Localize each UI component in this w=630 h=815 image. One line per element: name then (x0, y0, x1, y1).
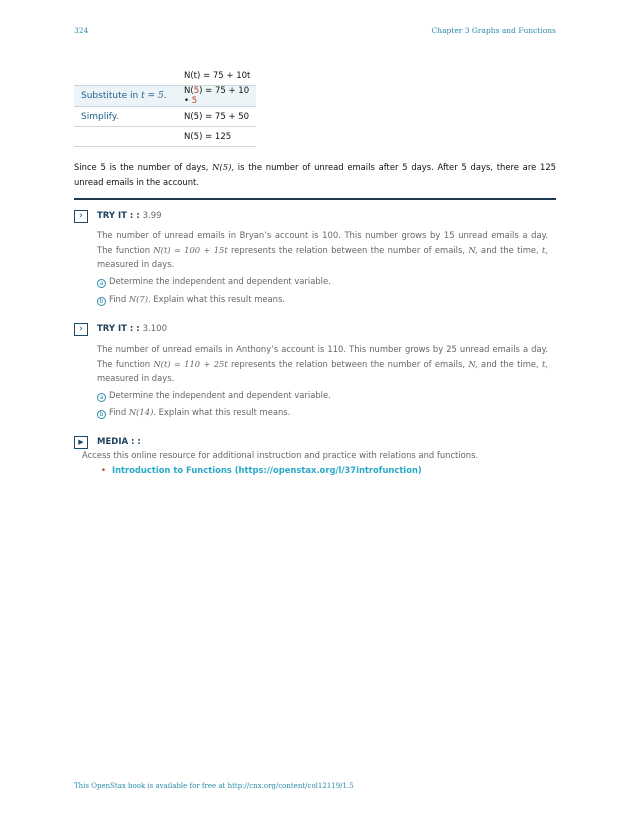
body-text: measured in days. (97, 373, 175, 383)
question-text: Find (109, 407, 129, 417)
label-math: t = 5. (141, 91, 167, 101)
variable-n: N, (468, 244, 478, 255)
function-math: N(t) = 100 + 15t (153, 244, 228, 255)
step-equation (177, 66, 256, 86)
circle-a-icon: a (97, 393, 106, 402)
play-icon: ▶ (74, 436, 88, 449)
body-text: The number of unread emails in Bryan’s account is 100. This number grows by 15 unread emails a day. The function (97, 230, 548, 255)
circle-a-icon: a (97, 279, 106, 288)
step-label (74, 86, 177, 107)
substituted-value: 5 (191, 96, 198, 106)
media-link-item[interactable] (101, 465, 422, 475)
table-row (74, 66, 256, 86)
step-equation (177, 86, 256, 107)
variable-n: N, (468, 358, 478, 369)
example-steps-table (74, 66, 256, 147)
equation-text: N( (184, 86, 194, 96)
bullet-icon: • (101, 465, 106, 475)
page-number: 324 (74, 26, 89, 35)
step-equation: N(5) = 125 (177, 127, 256, 147)
body-text: represents the relation between the number of emails, (227, 244, 469, 255)
circle-b-icon: b (97, 410, 106, 419)
try-it-number: 3.100 (142, 324, 167, 334)
step-equation: N(5) = 75 + 50 (177, 107, 256, 127)
label-text: Substitute in (81, 91, 142, 101)
substituted-value: 5 (193, 86, 200, 96)
try-it-body (97, 342, 548, 386)
try-it-label: TRY IT : : (97, 211, 143, 221)
question-text: Find (109, 294, 129, 304)
equation-text: ) = 75 + 10 • (184, 86, 250, 106)
table-row (74, 107, 256, 127)
footer-note: This OpenStax book is available for free at http://cnx.org/content/col12119/1.5 (74, 782, 354, 790)
question-math: N(14). (128, 407, 157, 417)
equation-text: N(t) = 75 + 10t (184, 70, 251, 81)
try-it-number: 3.99 (142, 211, 162, 221)
variable-t: t, (541, 244, 548, 255)
body-text: The number of unread emails in Anthony’s account is 110. This number grows by 25 unread emails a day. The function (97, 344, 548, 369)
question-text: Determine the independent and dependent variable. (109, 276, 331, 286)
question-a (97, 390, 331, 402)
table-row (74, 86, 256, 107)
try-it-body (97, 228, 548, 272)
question-text: Explain what this result means. (156, 407, 291, 417)
conclusion-paragraph (74, 160, 556, 190)
step-label: Simplify. (74, 107, 177, 127)
table-row (74, 127, 256, 147)
step-label (74, 66, 177, 86)
try-it-title (97, 324, 167, 334)
question-b (97, 294, 285, 306)
chevron-right-icon: › (74, 323, 88, 336)
media-title: MEDIA : : (97, 437, 141, 447)
body-text: measured in days. (97, 259, 175, 269)
section-divider (74, 198, 556, 200)
conclusion-text: is the number of unread emails after 5 days. After 5 days, there are 125 unread emails in the account. (74, 162, 556, 187)
question-b (97, 407, 290, 419)
circle-b-icon: b (97, 297, 106, 306)
chevron-right-icon: › (74, 210, 88, 223)
step-label (74, 127, 177, 147)
body-text: and the time, (477, 244, 542, 255)
question-math: N(7). (128, 294, 151, 304)
body-text: and the time, (477, 358, 542, 369)
conclusion-text: Since 5 is the number of days, (74, 162, 213, 172)
variable-t: t, (541, 358, 548, 369)
question-a (97, 276, 331, 288)
conclusion-math: N(5), (212, 162, 234, 172)
try-it-title (97, 211, 162, 221)
introduction-to-functions-link[interactable]: Introduction to Functions (https://openstax.org/l/37introfunction) (111, 465, 422, 475)
chapter-title: Chapter 3 Graphs and Functions (431, 26, 556, 35)
body-text: represents the relation between the number of emails, (227, 358, 469, 369)
media-description: Access this online resource for additional instruction and practice with relations and functions. (82, 450, 479, 460)
question-text: Determine the independent and dependent variable. (109, 390, 331, 400)
try-it-label: TRY IT : : (97, 324, 143, 334)
function-math: N(t) = 110 + 25t (153, 358, 228, 369)
question-text: Explain what this result means. (150, 294, 285, 304)
